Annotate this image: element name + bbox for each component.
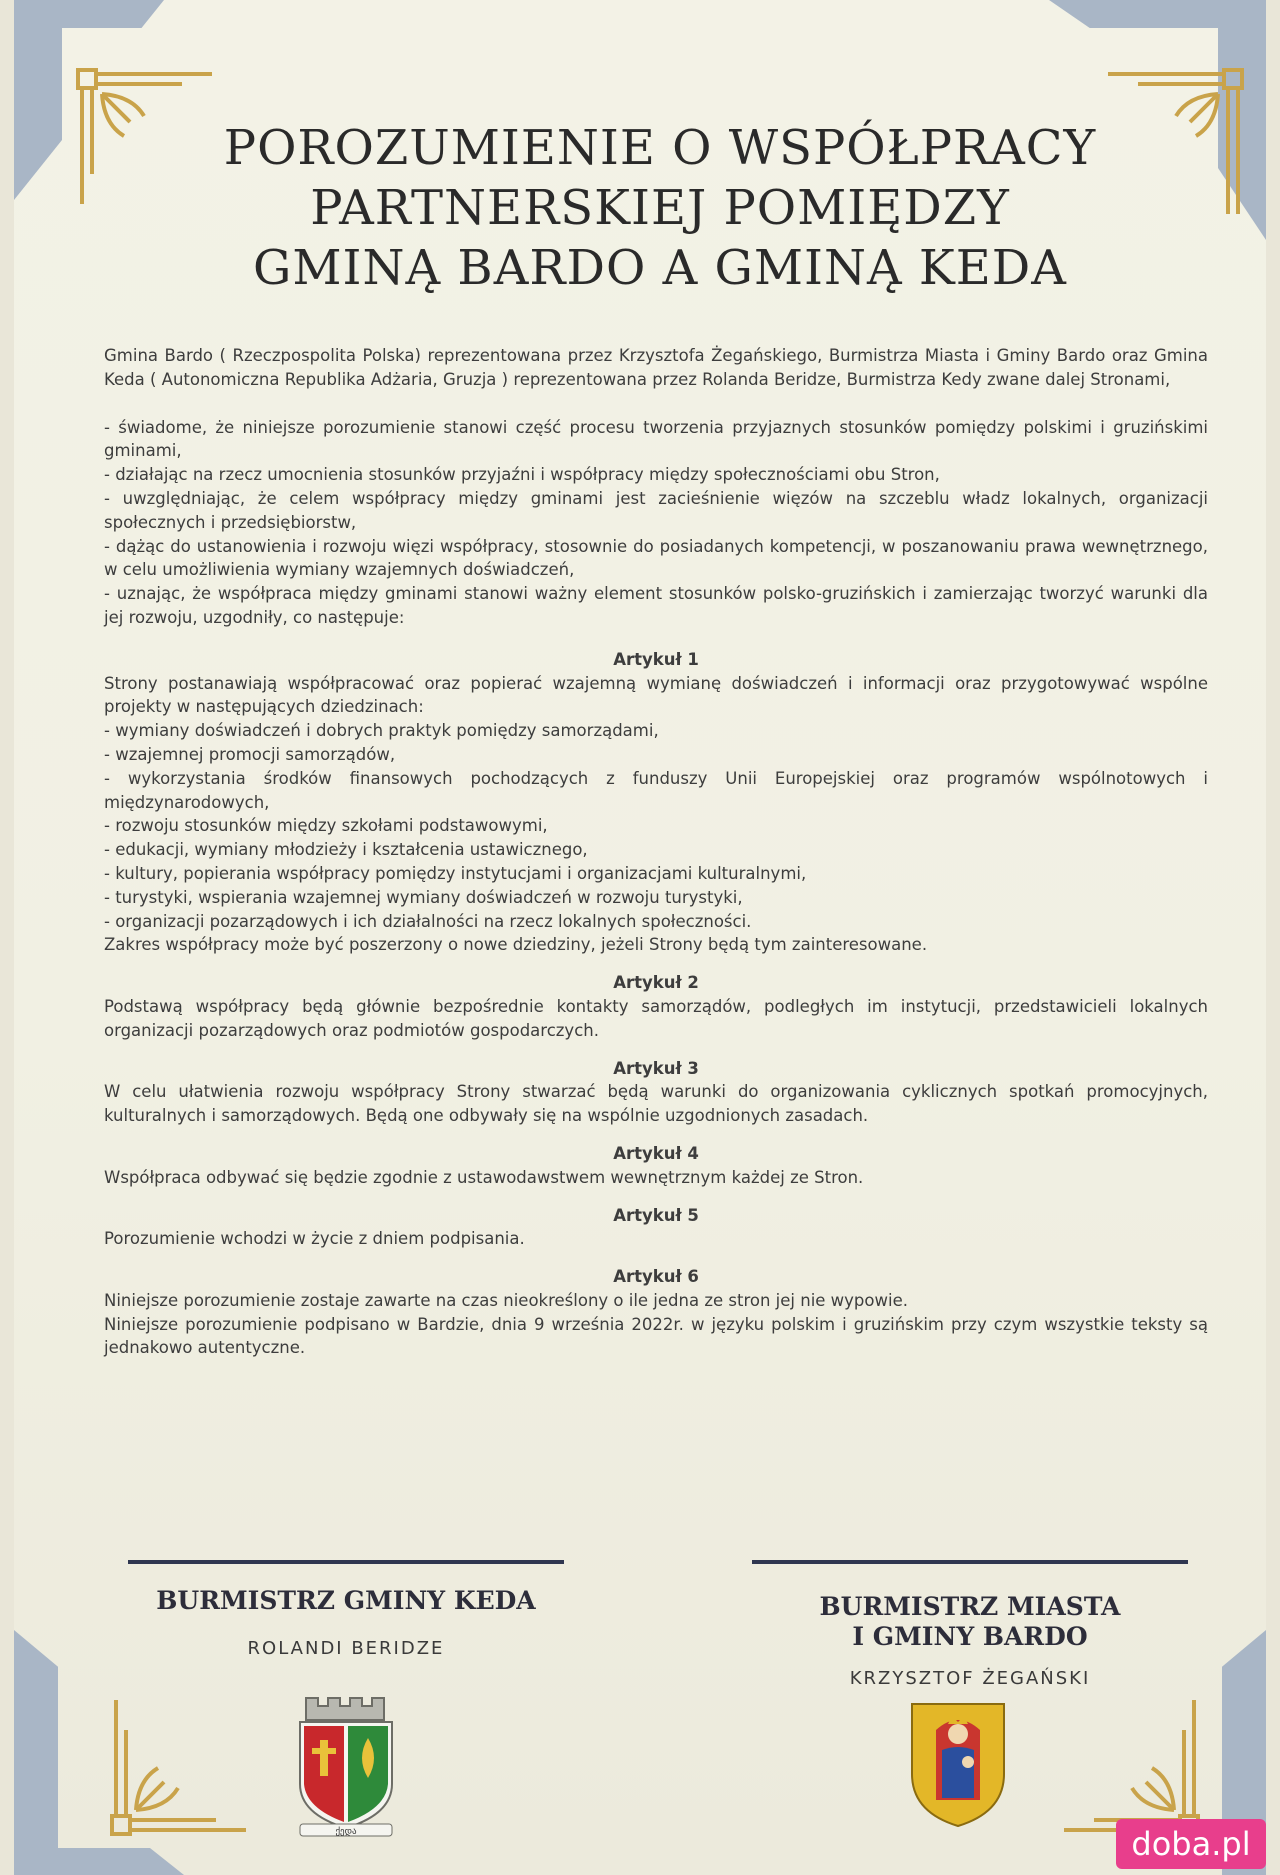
gold-corner-ornament-bottom-left	[106, 1690, 256, 1840]
agreement-body	[104, 344, 1208, 1360]
title-line-1: POROZUMIENIE O WSPÓŁPRACY	[223, 120, 1097, 176]
frame-band-left-bottom	[14, 1630, 58, 1875]
article-6-heading: Artykuł 6	[613, 1267, 699, 1287]
signature-title-right	[752, 1592, 1188, 1652]
document-title	[120, 118, 1200, 298]
article-5-line: Porozumienie wchodzi w życie z dniem podpisania.	[104, 1229, 525, 1249]
article-2-line: Podstawą współpracy będą głównie bezpośrednie kontakty samorządów, podległych im instytucji, przedstawicieli lokalnych organizacji pozarządowych oraz podmiotów gospodarczych.	[104, 996, 1208, 1040]
gold-corner-ornament-bottom-right	[1054, 1690, 1204, 1840]
article-1-line: - kultury, popierania współpracy pomiędzy instytucjami i organizacjami kulturalnymi,	[104, 863, 807, 883]
signature-line-left	[128, 1560, 564, 1564]
article-5-heading: Artykuł 5	[613, 1205, 699, 1225]
signature-line-right	[752, 1560, 1188, 1564]
preamble-item: - uznając, że współpraca między gminami stanowi ważny element stosunków polsko-gruzińskich i zamierzając tworzyć warunki dla jej rozwoju, uzgodniły, co następuje:	[104, 584, 1208, 627]
article-1-heading: Artykuł 1	[613, 649, 699, 669]
article-4-heading: Artykuł 4	[613, 1143, 699, 1163]
article-4-line: Współpraca odbywać się będzie zgodnie z ustawodawstwem wewnętrznym każdej ze Stron.	[104, 1167, 864, 1187]
signature-name-right: KRZYSZTOF ŻEGAŃSKI	[849, 1668, 1091, 1689]
article-1-line: - rozwoju stosunków między szkołami podstawowymi,	[104, 816, 548, 836]
intro-paragraph: Gmina Bardo ( Rzeczpospolita Polska) reprezentowana przez Krzysztofa Żegańskiego, Burmistrza Miasta i Gminy Bardo oraz Gmina Keda ( Autonomiczna Republika Adżaria, Gruzja ) reprezentowana przez Rolanda Beridze, Burmistrza Kedy zwane dalej Stronami,	[104, 346, 1208, 389]
watermark-logo: doba.pl	[1116, 1819, 1266, 1869]
article-3-heading: Artykuł 3	[613, 1058, 699, 1078]
signature-title-left: BURMISTRZ GMINY KEDA	[156, 1586, 536, 1615]
bardo-coat-of-arms-icon	[908, 1700, 1008, 1830]
article-6-line: Niniejsze porozumienie zostaje zawarte na czas nieokreślony o ile jedna ze stron jej nie wypowie.	[104, 1290, 908, 1310]
article-1-line: - edukacji, wymiany młodzieży i kształcenia ustawicznego,	[104, 840, 588, 860]
article-1-line: - wykorzystania środków finansowych pochodzących z funduszy Unii Europejskiej oraz programów wspólnotowych i międzynarodowych,	[104, 768, 1208, 812]
article-1-line: - wzajemnej promocji samorządów,	[104, 744, 396, 764]
preamble-item: - dążąc do ustanowienia i rozwoju więzi współpracy, stosownie do posiadanych kompetencji, w poszanowaniu prawa wewnętrznego, w celu umożliwienia wymiany wzajemnych doświadczeń,	[104, 536, 1208, 580]
title-line-3: GMINĄ BARDO A GMINĄ KEDA	[253, 240, 1067, 296]
signature-name-left: ROLANDI BERIDZE	[247, 1638, 445, 1659]
article-1-line: - wymiany doświadczeń i dobrych praktyk pomiędzy samorządami,	[104, 721, 659, 741]
keda-coat-of-arms-icon	[292, 1688, 400, 1838]
keda-crest-label: ქედა	[335, 1827, 357, 1837]
article-1-line: Zakres współpracy może być poszerzony o nowe dziedziny, jeżeli Strony będą tym zainteresowane.	[104, 935, 928, 955]
preamble-item: - działając na rzecz umocnienia stosunków przyjaźni i współpracy między społecznościami obu Stron,	[104, 465, 940, 485]
preamble-item: - uwzględniając, że celem współpracy między gminami jest zacieśnienie więzów na szczeblu władz lokalnych, organizacji społecznych i przedsiębiorstw,	[104, 488, 1208, 532]
article-2-heading: Artykuł 2	[613, 973, 699, 993]
signature-title-right-line-2: I GMINY BARDO	[852, 1622, 1088, 1651]
signature-title-right-line-1: BURMISTRZ MIASTA	[819, 1592, 1121, 1621]
title-line-2: PARTNERSKIEJ POMIĘDZY	[310, 180, 1010, 236]
article-1-line: Strony postanawiają współpracować oraz popierać wzajemną wymianę doświadczeń i informacji oraz przygotowywać wspólne projekty w następujących dziedzinach:	[104, 673, 1208, 717]
article-1-line: - organizacji pozarządowych i ich działalności na rzecz lokalnych społeczności.	[104, 911, 752, 931]
preamble-item: - świadome, że niniejsze porozumienie stanowi część procesu tworzenia przyjaznych stosunków pomiędzy polskimi i gruzińskimi gminami,	[104, 417, 1208, 461]
article-6-line: Niniejsze porozumienie podpisano w Bardzie, dnia 9 września 2022r. w języku polskim i gruzińskim przy czym wszystkie teksty są jednakowo autentyczne.	[104, 1314, 1208, 1358]
article-3-line: W celu ułatwienia rozwoju współpracy Strony stwarzać będą warunki do organizowania cyklicznych spotkań promocyjnych, kulturalnych i samorządowych. Będą one odbywały się na wspólnie uzgodnionych zasadach.	[104, 1082, 1208, 1126]
article-1-line: - turystyki, wspierania wzajemnej wymiany doświadczeń w rozwoju turystyki,	[104, 887, 743, 907]
